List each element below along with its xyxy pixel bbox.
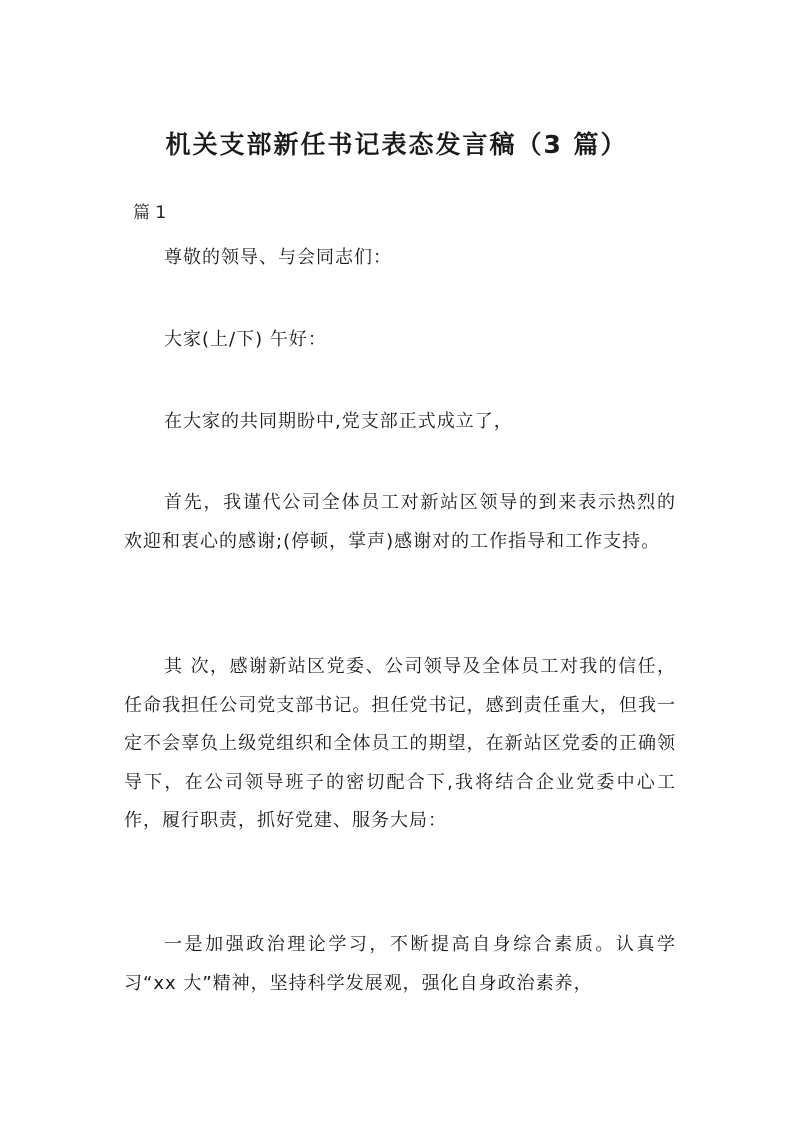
document-title: 机关支部新任书记表态发言稿（3 篇） (165, 130, 628, 159)
paragraph-thanks: 其 次，感谢新站区党委、公司领导及全体员工对我的信任，任命我担任公司党支部书记。担任党书记，感到责任重大，但我一定不会辜负上级党组织和全体员工的期望，在新站区党委的正确领导下，在公司领导班子的密切配合下,我将结合企业党委中心工作，履行职责，抓好党建、服务大局： (124, 656, 676, 831)
paragraph-welcome: 首先，我谨代公司全体员工对新站区领导的到来表示热烈的欢迎和衷心的感谢;(停顿，掌声)感谢对的工作指导和工作支持。 (124, 492, 676, 552)
paragraph-salutation: 尊敬的领导、与会同志们： (164, 247, 392, 268)
section-label: 篇 1 (133, 203, 167, 223)
paragraph-greeting: 大家(上/下) 午好： (164, 329, 327, 350)
paragraph-point-one: 一是加强政治理论学习，不断提高自身综合素质。认真学习“xx 大”精神，坚持科学发展观，强化自身政治素养， (124, 934, 676, 994)
paragraph-opening: 在大家的共同期盼中,党支部正式成立了， (164, 411, 513, 432)
